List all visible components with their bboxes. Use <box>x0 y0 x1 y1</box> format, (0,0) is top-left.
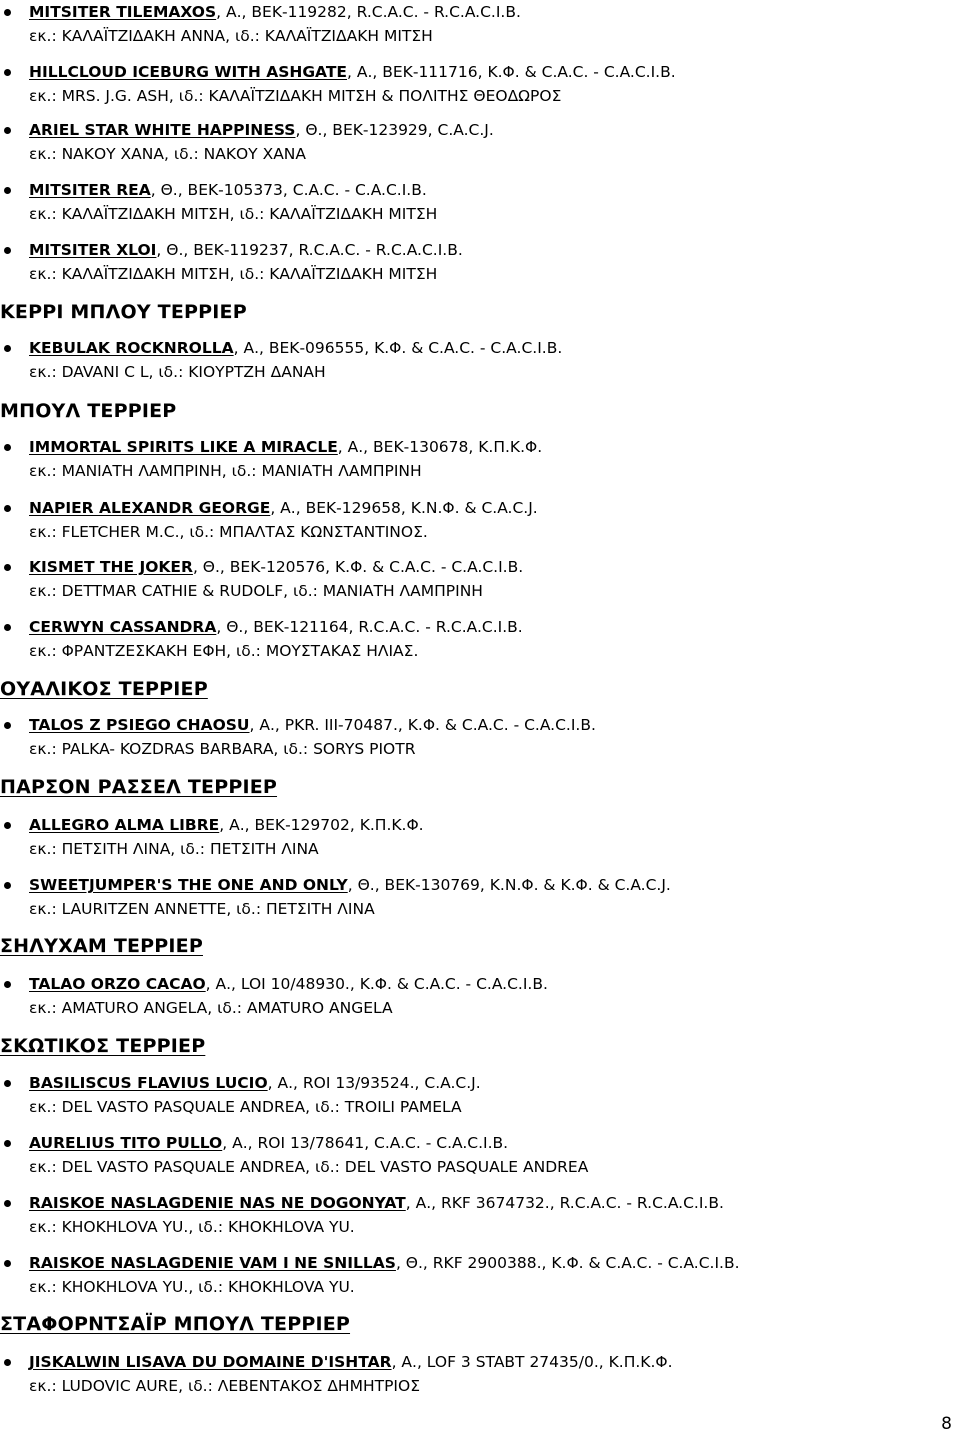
section-heading: ΠΑΡΣΟΝ ΡΑΣΣΕΛ ΤΕΡΡΙΕΡ <box>0 776 278 798</box>
section-heading: ΟΥΑΛΙΚΟΣ ΤΕΡΡΙΕΡ <box>0 678 208 700</box>
dog-owners: εκ.: DEL VASTO PASQUALE ANDREA, ιδ.: DEL VASTO PASQUALE ANDREA <box>29 1158 589 1176</box>
dog-name: MITSITER XLOI <box>29 241 157 259</box>
section-heading: ΚΕΡΡΙ ΜΠΛΟΥ ΤΕΡΡΙΕΡ <box>0 301 247 323</box>
dog-owners: εκ.: AMATURO ANGELA, ιδ.: AMATURO ANGELA <box>29 999 393 1017</box>
dog-name: JISKALWIN LISAVA DU DOMAINE D'ISHTAR <box>29 1353 392 1371</box>
dog-details: , Θ., ΒΕΚ-105373, C.A.C. - C.A.C.I.B. <box>150 181 427 199</box>
dog-details: , Α., ΒΕΚ-119282, R.C.A.C. - R.C.A.C.I.B. <box>216 3 521 21</box>
dog-details: , Α., LOI 10/48930., Κ.Φ. & C.A.C. - C.A.C.I.B. <box>205 975 548 993</box>
dog-owners: εκ.: DEL VASTO PASQUALE ANDREA, ιδ.: TROILI PAMELA <box>29 1098 462 1116</box>
dog-owners: εκ.: DAVANI C L, ιδ.: ΚΙΟΥΡΤΖΗ ΔΑΝΑΗ <box>29 363 326 381</box>
section-heading: ΣΤΑΦΟΡΝΤΣΑΪΡ ΜΠΟΥΛ ΤΕΡΡΙΕΡ <box>0 1313 351 1335</box>
section-heading: ΜΠΟΥΛ ΤΕΡΡΙΕΡ <box>0 400 177 422</box>
dog-owners: εκ.: ΜΑΝΙΑΤΗ ΛΑΜΠΡΙΝΗ, ιδ.: ΜΑΝΙΑΤΗ ΛΑΜΠΡΙΝΗ <box>29 462 422 480</box>
bullet-icon <box>4 69 11 76</box>
bullet-icon <box>4 981 11 988</box>
dog-name: MITSITER REA <box>29 181 151 199</box>
bullet-icon <box>4 624 11 631</box>
bullet-icon <box>4 1359 11 1366</box>
dog-details: , Α., ΒΕΚ-129658, Κ.Ν.Φ. & C.A.C.J. <box>270 499 538 517</box>
bullet-icon <box>4 822 11 829</box>
dog-details: , Θ., ΒΕΚ-119237, R.C.A.C. - R.C.A.C.I.B. <box>156 241 463 259</box>
dog-owners: εκ.: DETTMAR CATHIE & RUDOLF, ιδ.: ΜΑΝΙΑΤΗ ΛΑΜΠΡΙΝΗ <box>29 582 483 600</box>
dog-owners: εκ.: MRS. J.G. ASH, ιδ.: ΚΑΛΑΪΤΖΙΔΑΚΗ ΜΙΤΣΗ & ΠΟΛΙΤΗΣ ΘΕΟΔΩΡΟΣ <box>29 87 562 105</box>
bullet-icon <box>4 187 11 194</box>
dog-details: , Θ., ΒΕΚ-130769, Κ.Ν.Φ. & Κ.Φ. & C.A.C.J. <box>347 876 671 894</box>
dog-name: HILLCLOUD ICEBURG WITH ASHGATE <box>29 63 348 81</box>
dog-owners: εκ.: LUDOVIC AURE, ιδ.: ΛΕΒΕΝΤΑΚΟΣ ΔΗΜΗΤΡΙΟΣ <box>29 1377 420 1395</box>
bullet-icon <box>4 345 11 352</box>
bullet-icon <box>4 444 11 451</box>
bullet-icon <box>4 505 11 512</box>
bullet-icon <box>4 1260 11 1267</box>
bullet-icon <box>4 1200 11 1207</box>
dog-name: AURELIUS TITO PULLO <box>29 1134 223 1152</box>
dog-details: , Α., ROI 13/78641, C.A.C. - C.A.C.I.B. <box>222 1134 509 1152</box>
dog-owners: εκ.: PALKA- KOZDRAS BARBARA, ιδ.: SORYS PIOTR <box>29 740 416 758</box>
dog-details: , Α., ΒΕΚ-129702, Κ.Π.Κ.Φ. <box>219 816 424 834</box>
bullet-icon <box>4 882 11 889</box>
dog-details: , Θ., ΒΕΚ-120576, Κ.Φ. & C.A.C. - C.A.C.I.B. <box>192 558 524 576</box>
bullet-icon <box>4 564 11 571</box>
dog-owners: εκ.: KHOKHLOVA YU., ιδ.: KHOKHLOVA YU. <box>29 1278 355 1296</box>
dog-name: TALOS Z PSIEGO CHAOSU <box>29 716 250 734</box>
dog-owners: εκ.: ΠΕΤΣΙΤΗ ΛΙΝΑ, ιδ.: ΠΕΤΣΙΤΗ ΛΙΝΑ <box>29 840 319 858</box>
dog-name: ARIEL STAR WHITE HAPPINESS <box>29 121 296 139</box>
dog-name: BASILISCUS FLAVIUS LUCIO <box>29 1074 268 1092</box>
section-heading: ΣΗΛΥΧΑΜ ΤΕΡΡΙΕΡ <box>0 935 203 957</box>
dog-name: IMMORTAL SPIRITS LIKE A MIRACLE <box>29 438 338 456</box>
page-number: 8 <box>941 1414 952 1434</box>
bullet-icon <box>4 1080 11 1087</box>
dog-details: , Α., ΒΕΚ-111716, Κ.Φ. & C.A.C. - C.A.C.I.B. <box>347 63 676 81</box>
bullet-icon <box>4 247 11 254</box>
bullet-icon <box>4 9 11 16</box>
dog-name: NAPIER ALEXANDR GEORGE <box>29 499 271 517</box>
dog-details: , Θ., ΒΕΚ-121164, R.C.A.C. - R.C.A.C.I.B. <box>216 618 523 636</box>
dog-details: , Α., ROI 13/93524., C.A.C.J. <box>267 1074 481 1092</box>
dog-name: KEBULAK ROCKNROLLA <box>29 339 234 357</box>
dog-name: TALAO ORZO CACAO <box>29 975 206 993</box>
dog-name: MITSITER TILEMAXOS <box>29 3 217 21</box>
bullet-icon <box>4 127 11 134</box>
dog-owners: εκ.: KHOKHLOVA YU., ιδ.: KHOKHLOVA YU. <box>29 1218 355 1236</box>
bullet-icon <box>4 722 11 729</box>
dog-details: , Α., PKR. III-70487., Κ.Φ. & C.A.C. - C.A.C.I.B. <box>249 716 596 734</box>
dog-name: RAISKOE NASLAGDENIE NAS NE DOGONYAT <box>29 1194 406 1212</box>
dog-name: KISMET THE JOKER <box>29 558 193 576</box>
dog-name: ALLEGRO ALMA LIBRE <box>29 816 220 834</box>
dog-owners: εκ.: FLETCHER M.C., ιδ.: ΜΠΑΛΤΑΣ ΚΩΝΣΤΑΝΤΙΝΟΣ. <box>29 523 428 541</box>
dog-name: CERWYN CASSANDRA <box>29 618 217 636</box>
dog-owners: εκ.: LAURITZEN ANNETTE, ιδ.: ΠΕΤΣΙΤΗ ΛΙΝΑ <box>29 900 375 918</box>
section-heading: ΣΚΩΤΙΚΟΣ ΤΕΡΡΙΕΡ <box>0 1035 206 1057</box>
dog-owners: εκ.: ΚΑΛΑΪΤΖΙΔΑΚΗ ΜΙΤΣΗ, ιδ.: ΚΑΛΑΪΤΖΙΔΑΚΗ ΜΙΤΣΗ <box>29 265 438 283</box>
dog-details: , Α., LOF 3 STABT 27435/0., Κ.Π.Κ.Φ. <box>391 1353 673 1371</box>
dog-owners: εκ.: ΝΑΚΟΥ ΧΑΝΑ, ιδ.: ΝΑΚΟΥ ΧΑΝΑ <box>29 145 307 163</box>
dog-name: SWEETJUMPER'S THE ONE AND ONLY <box>29 876 348 894</box>
dog-owners: εκ.: ΚΑΛΑΪΤΖΙΔΑΚΗ ΑΝΝΑ, ιδ.: ΚΑΛΑΪΤΖΙΔΑΚΗ ΜΙΤΣΗ <box>29 27 433 45</box>
dog-details: , Α., RKF 3674732., R.C.A.C. - R.C.A.C.I.B. <box>405 1194 724 1212</box>
bullet-icon <box>4 1140 11 1147</box>
dog-owners: εκ.: ΚΑΛΑΪΤΖΙΔΑΚΗ ΜΙΤΣΗ, ιδ.: ΚΑΛΑΪΤΖΙΔΑΚΗ ΜΙΤΣΗ <box>29 205 438 223</box>
dog-details: , Α., ΒΕΚ-096555, Κ.Φ. & C.A.C. - C.A.C.I.B. <box>233 339 563 357</box>
dog-owners: εκ.: ΦΡΑΝΤΖΕΣΚΑΚΗ ΕΦΗ, ιδ.: ΜΟΥΣΤΑΚΑΣ ΗΛΙΑΣ. <box>29 642 419 660</box>
dog-details: , Α., ΒΕΚ-130678, Κ.Π.Κ.Φ. <box>337 438 543 456</box>
dog-details: , Θ., RKF 2900388., Κ.Φ. & C.A.C. - C.A.C.I.B. <box>395 1254 740 1272</box>
dog-name: RAISKOE NASLAGDENIE VAM I NE SNILLAS <box>29 1254 396 1272</box>
dog-details: , Θ., ΒΕΚ-123929, C.A.C.J. <box>295 121 494 139</box>
